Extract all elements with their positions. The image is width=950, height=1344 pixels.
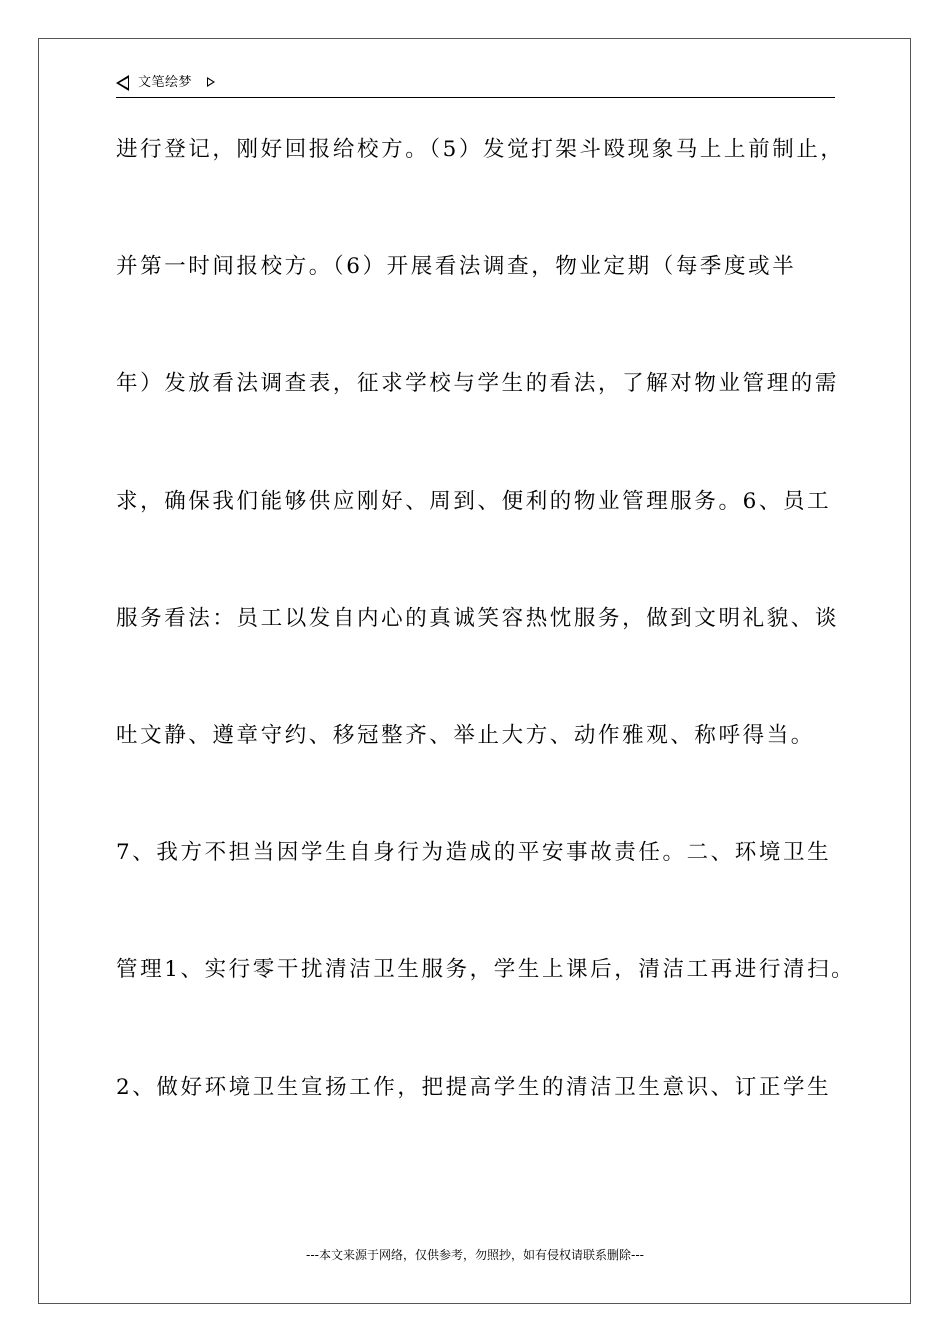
- body-line: 2、做好环境卫生宣扬工作，把提高学生的清洁卫生意识、订正学生: [116, 1074, 832, 1100]
- document-body: [116, 118, 856, 1173]
- body-line: 7、我方不担当因学生自身行为造成的平安事故责任。二、环境卫生: [116, 840, 832, 866]
- header-brand-title: 文笔绘梦: [138, 75, 193, 90]
- page-header: [116, 72, 835, 98]
- footer-disclaimer: ---本文来源于网络，仅供参考，勿照抄，如有侵权请联系删除---: [306, 1248, 644, 1262]
- body-line: 服务看法：员工以发自内心的真诚笑容热忱服务，做到文明礼貌、谈: [116, 605, 840, 631]
- body-line: 吐文静、遵章守约、移冠整齐、举止大方、动作雅观、称呼得当。: [116, 722, 815, 748]
- triangle-right-outline-icon: [207, 77, 215, 87]
- body-line: 并第一时间报校方。（6）开展看法调查，物业定期（每季度或半: [116, 254, 797, 280]
- body-line: 管理1、实行零干扰清洁卫生服务，学生上课后，清洁工再进行清扫。: [116, 957, 856, 983]
- triangle-left-outline-icon: [116, 75, 129, 91]
- body-line: 年）发放看法调查表，征求学校与学生的看法，了解对物业管理的需: [116, 371, 840, 397]
- body-line: 求，确保我们能够供应刚好、周到、便利的物业管理服务。6、员工: [116, 488, 832, 514]
- body-line: 进行登记，刚好回报给校方。（5）发觉打架斗殴现象马上上前制止，: [116, 137, 845, 162]
